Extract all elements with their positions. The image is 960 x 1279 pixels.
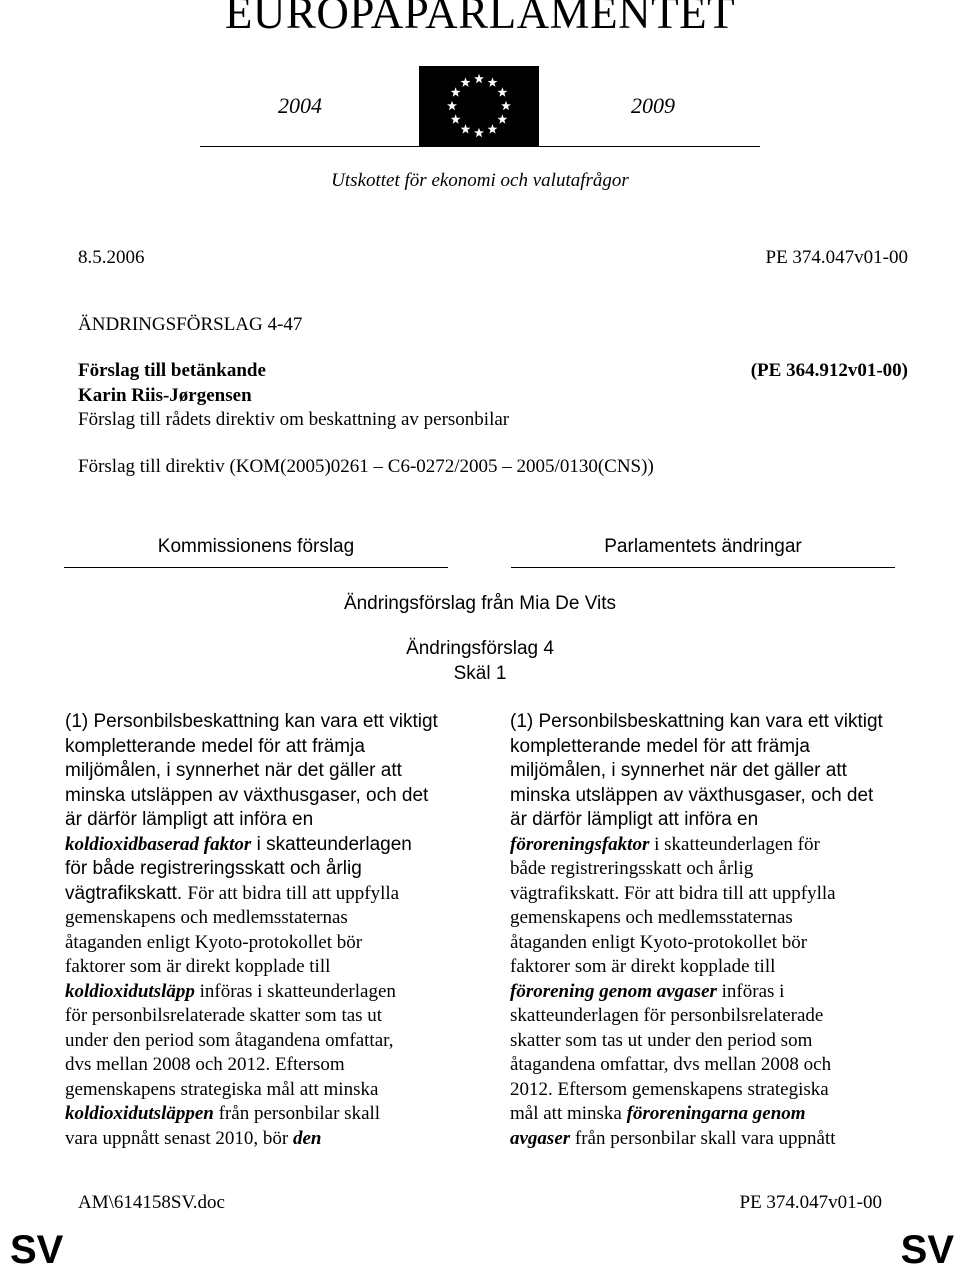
amended-term: koldioxidbaserad faktor	[65, 833, 252, 855]
rapporteur: Karin Riis-Jørgensen	[78, 385, 252, 406]
footer-pe-number: PE 374.047v01-00	[739, 1192, 882, 1213]
text-segment: är därför lämpligt att införa en	[510, 809, 759, 830]
text-segment: faktorer som är direkt kopplade till	[65, 956, 331, 977]
text-segment: gemenskapens och medlemsstaternas	[510, 907, 793, 928]
commission-text-line	[65, 906, 438, 931]
commission-text-line	[65, 710, 438, 735]
amended-term: den	[292, 1127, 322, 1149]
commission-text-line	[65, 1029, 438, 1054]
flag-star-icon	[474, 74, 484, 83]
commission-text	[65, 710, 438, 1151]
parliament-text	[510, 710, 883, 1151]
text-segment: 2012. Eftersom gemenskapens strategiska	[510, 1078, 829, 1100]
text-segment: från personbilar skall	[213, 1103, 381, 1124]
document-date: 8.5.2006	[78, 247, 145, 268]
parliament-text-line	[510, 1004, 883, 1029]
parliament-text-line	[510, 906, 883, 931]
commission-text-line	[65, 931, 438, 956]
commission-text-line	[65, 735, 438, 760]
parliament-text-line	[510, 735, 883, 760]
left-header-rule	[64, 567, 448, 568]
flag-star-icon	[451, 114, 461, 123]
recital-label: Skäl 1	[453, 663, 507, 684]
text-segment: både registreringsskatt och årlig	[510, 858, 754, 879]
footer-filename: AM\614158SV.doc	[78, 1192, 225, 1213]
parliament-text-line	[510, 857, 883, 882]
commission-text-line	[65, 1127, 438, 1152]
text-segment: vara uppnått senast 2010, bör	[65, 1127, 293, 1149]
text-segment: minska utsläppen av växthusgaser, och det	[510, 784, 874, 806]
commission-text-line	[65, 1102, 438, 1127]
text-segment: minska utsläppen av växthusgaser, och det	[65, 784, 429, 806]
text-segment: införas i skatteunderlagen	[194, 980, 396, 1002]
commission-text-line	[65, 1053, 438, 1078]
proposal-subject: Förslag till rådets direktiv om beskattning av personbilar	[78, 409, 510, 430]
amended-term: föroreningsfaktor	[510, 833, 650, 855]
text-segment: införas i	[716, 980, 785, 1002]
parliament-text-line	[510, 1053, 883, 1078]
amended-term: förorening genom avgaser	[510, 980, 717, 1002]
text-segment: för både registreringsskatt och årlig	[65, 858, 362, 879]
text-segment: gemenskapens och medlemsstaternas	[65, 907, 348, 928]
text-segment: gemenskapens strategiska mål att minska	[65, 1078, 379, 1100]
language-code-left: SV	[10, 1228, 64, 1272]
commission-text-line	[65, 1078, 438, 1103]
amended-term: koldioxidutsläppen	[65, 1103, 214, 1124]
text-segment: kompletterande medel för att främja	[65, 735, 365, 757]
commission-text-line	[65, 857, 438, 882]
report-label: Förslag till betänkande	[78, 360, 266, 381]
text-segment: är därför lämpligt att införa en	[65, 809, 314, 830]
text-segment: dvs mellan 2008 och 2012. Eftersom	[65, 1054, 345, 1075]
header-rule	[200, 146, 760, 147]
text-segment: under den period som åtagandena omfattar,	[65, 1029, 394, 1051]
flag-star-icon	[488, 124, 498, 133]
commission-text-line	[65, 980, 438, 1005]
parliament-text-line	[510, 931, 883, 956]
parliament-text-line	[510, 808, 883, 833]
parliament-title: EUROPAPARLAMENTET	[224, 0, 736, 38]
flag-star-icon	[474, 128, 484, 137]
parliament-text-line	[510, 784, 883, 809]
parliament-text-line	[510, 980, 883, 1005]
text-segment: (1) Personbilsbeskattning kan vara ett viktigt	[65, 711, 438, 732]
text-segment: för personbilsrelaterade skatter som tas ut	[65, 1005, 383, 1026]
text-segment: vägtrafikskatt. För att bidra till att uppfylla	[510, 882, 836, 904]
text-segment: skatteunderlagen för personbilsrelaterade	[510, 1005, 824, 1026]
eu-flag-icon	[419, 66, 539, 146]
committee-name: Utskottet för ekonomi och valutafrågor	[331, 170, 629, 191]
flag-star-icon	[488, 77, 498, 86]
procedure-reference: Förslag till direktiv (KOM(2005)0261 – C6-0272/2005 – 2005/0130(CNS))	[78, 456, 654, 477]
amended-term: avgaser	[510, 1127, 571, 1149]
text-segment: vägtrafikskatt.	[65, 882, 188, 904]
flag-star-icon	[447, 101, 457, 110]
commission-text-line	[65, 882, 438, 907]
parliament-text-line	[510, 955, 883, 980]
commission-text-line	[65, 759, 438, 784]
text-segment: faktorer som är direkt kopplade till	[510, 956, 776, 977]
flag-star-icon	[461, 124, 471, 133]
flag-star-icon	[461, 77, 471, 86]
right-header-rule	[511, 567, 895, 568]
text-segment: skatter som tas ut under den period som	[510, 1029, 813, 1051]
flag-star-icon	[451, 87, 461, 96]
term-start-year: 2004	[278, 93, 322, 118]
pe-number: PE 374.047v01-00	[765, 247, 908, 268]
report-pe-number: (PE 364.912v01-00)	[750, 360, 908, 381]
text-segment: mål att minska	[510, 1103, 627, 1124]
commission-text-line	[65, 1004, 438, 1029]
parliament-text-line	[510, 882, 883, 907]
commission-text-line	[65, 784, 438, 809]
parliament-text-line	[510, 1078, 883, 1103]
parliament-text-line	[510, 1127, 883, 1152]
text-segment: från personbilar skall vara uppnått	[570, 1127, 836, 1149]
language-code-right: SV	[900, 1228, 954, 1272]
text-segment: miljömålen, i synnerhet när det gäller att	[65, 760, 402, 781]
flag-star-icon	[497, 114, 507, 123]
text-segment: i skatteunderlagen	[251, 833, 412, 855]
text-segment: åtagandena omfattar, dvs mellan 2008 och	[510, 1054, 832, 1075]
text-segment: i skatteunderlagen för	[649, 833, 820, 855]
parliament-text-line	[510, 833, 883, 858]
parliament-text-line	[510, 759, 883, 784]
left-column-header: Kommissionens förslag	[157, 536, 355, 557]
amended-term: föroreningarna genom	[626, 1103, 806, 1124]
parliament-text-line	[510, 1029, 883, 1054]
parliament-text-line	[510, 1102, 883, 1127]
commission-text-line	[65, 955, 438, 980]
commission-text-line	[65, 833, 438, 858]
right-column-header: Parlamentets ändringar	[604, 536, 802, 557]
text-segment: åtaganden enligt Kyoto-protokollet bör	[65, 931, 363, 953]
amendment-author: Ändringsförslag från Mia De Vits	[343, 593, 617, 614]
text-segment: (1) Personbilsbeskattning kan vara ett viktigt	[510, 711, 883, 732]
text-segment: miljömålen, i synnerhet när det gäller att	[510, 760, 847, 781]
text-segment: kompletterande medel för att främja	[510, 735, 810, 757]
flag-star-icon	[497, 87, 507, 96]
commission-text-line	[65, 808, 438, 833]
text-segment: åtaganden enligt Kyoto-protokollet bör	[510, 931, 808, 953]
amendment-heading: ÄNDRINGSFÖRSLAG 4-47	[78, 314, 303, 335]
parliament-text-line	[510, 710, 883, 735]
amended-term: koldioxidutsläpp	[65, 980, 195, 1002]
text-segment: För att bidra till att uppfylla	[187, 882, 400, 904]
term-end-year: 2009	[631, 93, 675, 118]
amendment-number: Ändringsförslag 4	[406, 638, 554, 659]
flag-star-icon	[501, 101, 511, 110]
